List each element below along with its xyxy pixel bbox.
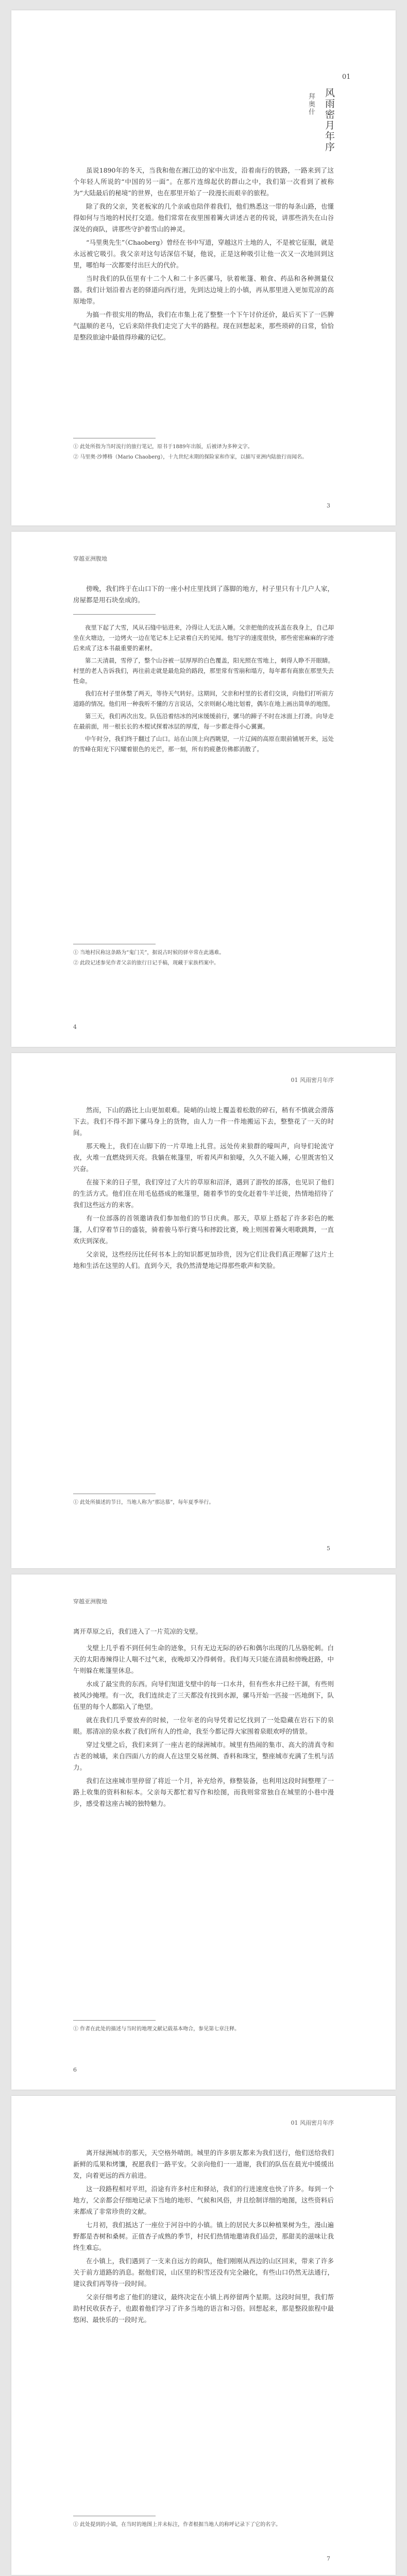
paragraph: 父亲说，这些经历比任何书本上的知识都更加珍贵，因为它们让我们真正理解了这片土地和生活在这里的人们。直到今天，我仍然清楚地记得那些歌声和笑脸。 bbox=[73, 1250, 334, 1269]
body-text bbox=[73, 2147, 334, 2328]
paragraph: 第二天清晨，雪停了，整个山谷被一层厚厚的白色覆盖，阳光照在雪地上，刺得人睁不开眼睛。村里的老人告诉我们，再往前走就是最危险的路段，那里常有雪崩和塌方，每年都有商旅在那里失去性命。 bbox=[73, 657, 334, 685]
footnote: ① 此处提到的小镇，在当时的地图上并未标注，作者根据当地人的称呼记录下了它的名字。 bbox=[73, 2522, 281, 2528]
page-number: 5 bbox=[327, 1545, 330, 1552]
intro-text bbox=[73, 583, 334, 608]
paragraph: 这一段路程相对平坦，沿途有许多村庄和驿站，我们的行进速度也快了许多。每到一个地方，父亲都会仔细地记录下当地的地形、气候和风俗，并且绘制详细的地图，这些资料后来都成了非常珍贵的文献。 bbox=[73, 2185, 334, 2215]
footnote: ① 此处所描述的节日，当地人称为“那达慕”，每年夏季举行。 bbox=[73, 1500, 214, 1505]
page-number: 6 bbox=[73, 2066, 77, 2073]
paragraph: 就在我们几乎要放弃的时候，一位年老的向导凭着记忆找到了一处隐藏在岩石下的泉眼。那清凉的泉水救了我们所有人的性命，我至今都记得大家围着泉眼欢呼的情景。 bbox=[73, 1716, 334, 1735]
page-number: 3 bbox=[327, 502, 330, 509]
paragraph: 然而，下山的路比上山更加艰难。陡峭的山坡上覆盖着松散的碎石，稍有不慎就会滑落下去。我们不得不卸下骡马身上的货物，由人力一件一件地搬运下去，整整花了一天的时间。 bbox=[73, 1106, 334, 1137]
paragraph: 傍晚，我们终于在山口下的一座小村庄里找到了落脚的地方，村子里只有十几户人家，房屋都是用石块垒成的。 bbox=[73, 585, 334, 604]
paragraph: 我们在这座城市里停留了将近一个月，补充给养，修整装备，也利用这段时间整理了一路上收集的资料和标本。父亲每天都忙着写作和绘图，而我则常常独自在城里的小巷中漫步，感受着这座古城的独特魅力。 bbox=[73, 1777, 334, 1807]
paragraph: 虽说1890年的冬天，当我和他在湘江边的家中出发，沿着南行的铁路，一路来到了这个年轻人所说的“中国的另一面”。在那片连绵起伏的群山之中，我们第一次看到了被称为“大陆最后的秘境”的世界，也在那里开始了一段漫长而艰辛的旅程。 bbox=[73, 166, 334, 197]
paragraph: 在接下来的日子里，我们穿过了大片的草原和沼泽，遇到了游牧的部落，也见识了他们的生活方式。他们住在用毛毡搭成的帐篷里，随着季节的变化赶着牛羊迁徙，热情地招待了我们这些远方的来客。 bbox=[73, 1178, 334, 1209]
paragraph: 在小镇上，我们遇到了一支来自远方的商队，他们刚刚从西边的山区回来，带来了许多关于前方道路的消息。据他们说，山区里的积雪还没有完全融化，有些山口仍然无法通行，建议我们再等待一段时间。 bbox=[73, 2257, 334, 2287]
page-2 bbox=[11, 532, 396, 1047]
section-divider bbox=[73, 614, 156, 615]
body-text bbox=[73, 1642, 334, 1811]
chapter-author: 拜奥什 bbox=[307, 93, 315, 116]
running-head: 01 风雨密月年序 bbox=[291, 1077, 334, 1083]
footnote: ② 马里奥·沙博格（Mario Chaoberg），十九世纪末期的探险家和作家，以描写亚洲内陆旅行而闻名。 bbox=[73, 454, 308, 460]
body-text bbox=[73, 165, 334, 345]
paragraph: 父亲仔细考虑了他们的建议，最终决定在小镇上再停留两个星期。这段时间里，我们帮助村民收获杏子，也跟着他们学习了许多当地的语言和习俗。回想起来，那是整段旅程中最悠闲、最快乐的一段时光。 bbox=[73, 2293, 334, 2324]
page-number: 7 bbox=[327, 2555, 330, 2562]
footnotes bbox=[73, 2521, 334, 2531]
paragraph: 为搞一件很实用的物品，我们在市集上花了整整一个下午讨价还价，最后买下了一匹脾气温顺的老马，它后来陪伴我们走完了大半的路程。现在回想起来，那些琐碎的日常，恰恰是整段旅途中最值得珍藏的记忆。 bbox=[73, 311, 334, 341]
running-head: 穿越亚洲腹地 bbox=[73, 1598, 107, 1605]
running-head: 穿越亚洲腹地 bbox=[73, 555, 107, 562]
footnote: ② 此段记述参见作者父亲的旅行日记手稿，现藏于家族档案中。 bbox=[73, 960, 219, 966]
paragraph: 当时我们的队伍里有十二个人和二十多匹骡马，驮着帐篷、粮食、药品和各种测量仪器。我们计划沿着古老的驿道向西行进，先到达边境上的小镇，再从那里进入更加荒凉的高原地带。 bbox=[73, 275, 334, 305]
footnote: ① 此处所指为当时流行的旅行笔记，原书于1889年出版，后被译为多种文字。 bbox=[73, 444, 253, 450]
page-5 bbox=[11, 2096, 396, 2575]
paragraph: 有一位部落的首领邀请我们参加他们的节日庆典。那天，草原上搭起了许多彩色的帐篷，人们穿着节日的盛装，骑着骏马举行赛马和摔跤比赛，晚上则围着篝火唱歌跳舞，一直欢庆到深夜。 bbox=[73, 1214, 334, 1245]
paragraph: 七月初，我们抵达了一座位于河谷中的小镇。镇上的居民大多以种植果树为生，漫山遍野都是杏树和桑树。正值杏子成熟的季节，村民们热情地邀请我们品尝，那甜美的滋味让我终生难忘。 bbox=[73, 2221, 334, 2251]
footnotes bbox=[73, 949, 334, 970]
page-number: 4 bbox=[73, 1024, 77, 1030]
page-1 bbox=[11, 10, 396, 526]
body-text bbox=[73, 622, 334, 756]
page-3 bbox=[11, 1053, 396, 1568]
paragraph: 第三天，我们再次出发。队伍沿着结冰的河床缓缓前行，骡马的蹄子不时在冰面上打滑。向导走在最前面，用一根长长的木棍试探着冰层的厚度，每一步都走得小心翼翼。 bbox=[73, 713, 334, 730]
paragraph: 穿过戈壁之后，我们来到了一座古老的绿洲城市。城里有热闹的集市、高大的清真寺和古老的城墙，来自四面八方的商人在这里交易丝绸、香料和珠宝，整座城市充满了生机与活力。 bbox=[73, 1741, 334, 1771]
paragraph: 水成了最宝贵的东西。向导们知道戈壁中的每一口水井，但有些水井已经干涸，有些则被风沙掩埋。有一次，我们连续走了三天都没有找到水源，骡马开始一匹接一匹地倒下，队伍里的每个人都陷入了绝望。 bbox=[73, 1680, 334, 1710]
paragraph: 除了我的父亲，笑老板家的几个亲戚也陪伴着我们，他们熟悉这一带的每条山路，也懂得如何与当地的村民打交道。他们常常在夜里围着篝火讲述古老的传说，讲那些消失在山谷深处的商队，讲那些守护着雪山的神灵。 bbox=[73, 202, 334, 233]
paragraph: “马里奥先生”（Chaoberg）曾经在书中写道，穿越这片土地的人，不是被它征服，就是永远被它吸引。我父亲对这句话深信不疑，他说，正是这种吸引让他一次又一次地回到这里，哪怕每一次都要付出巨大的代价。 bbox=[73, 239, 334, 269]
paragraph: 夜里下起了大雪，风从石缝中钻进来，冷得让人无法入睡。父亲把他的皮袄盖在我身上，自己却坐在火塘边，一边烤火一边在笔记本上记录着白天的见闻。他写字的速度很快，那些密密麻麻的字迹后来成了这本书最重要的素材。 bbox=[73, 624, 334, 652]
footnotes bbox=[73, 2025, 334, 2036]
footnotes bbox=[73, 443, 334, 464]
footnote: ① 当地村民称这条路为“鬼门关”，据说古时候的驿卒常在此遇难。 bbox=[73, 950, 225, 956]
chapter-title: 风雨密月年序 bbox=[324, 88, 335, 152]
body-text bbox=[73, 1105, 334, 1274]
running-head: 01 风雨密月年序 bbox=[291, 2120, 334, 2126]
intro-text bbox=[73, 1626, 334, 1639]
footnotes bbox=[73, 1499, 334, 1509]
paragraph: 中午时分，我们终于翻过了山口。站在山顶上向西眺望，一片辽阔的高原在眼前铺展开来，远处的雪峰在阳光下闪耀着银色的光芒，那一刻，所有的疲惫仿佛都消散了。 bbox=[73, 735, 334, 753]
footnote-divider bbox=[73, 2020, 156, 2021]
paragraph: 离开草原之后，我们进入了一片荒凉的戈壁。 bbox=[73, 1628, 202, 1635]
paragraph: 我们在村子里休整了两天，等待天气转好。这期间，父亲和村里的长者们交谈，向他们打听前方道路的情况。他们用一种我听不懂的方言说话，父亲则耐心地比划着，偶尔在地上画出简单的地图。 bbox=[73, 690, 334, 707]
paragraph: 戈壁上几乎看不到任何生命的迹象，只有无边无际的砂石和偶尔出现的几丛骆驼刺。白天的太阳毒辣得让人喘不过气来，夜晚却又冷得刺骨。我们每天只能在清晨和傍晚赶路，中午则躲在帐篷里休息。 bbox=[73, 1644, 334, 1674]
paragraph: 那天晚上，我们在山脚下的一片草地上扎营。远处传来狼群的嚎叫声，向导们轮流守夜，火堆一直燃烧到天亮。我躺在帐篷里，听着风声和狼嚎，久久不能入睡，心里既害怕又兴奋。 bbox=[73, 1142, 334, 1173]
chapter-number: 01 bbox=[342, 73, 351, 81]
page-4 bbox=[11, 1574, 396, 2090]
paragraph: 离开绿洲城市的那天，天空格外晴朗。城里的许多朋友都来为我们送行，他们送给我们新鲜的瓜果和烤馕，祝愿我们一路平安。父亲向他们一一道谢，我们的队伍在晨光中缓缓出发，向着更远的西方前进。 bbox=[73, 2149, 334, 2179]
footnote: ① 作者在此处的描述与当时的地理文献记载基本吻合，参见第七章注释。 bbox=[73, 2026, 240, 2032]
